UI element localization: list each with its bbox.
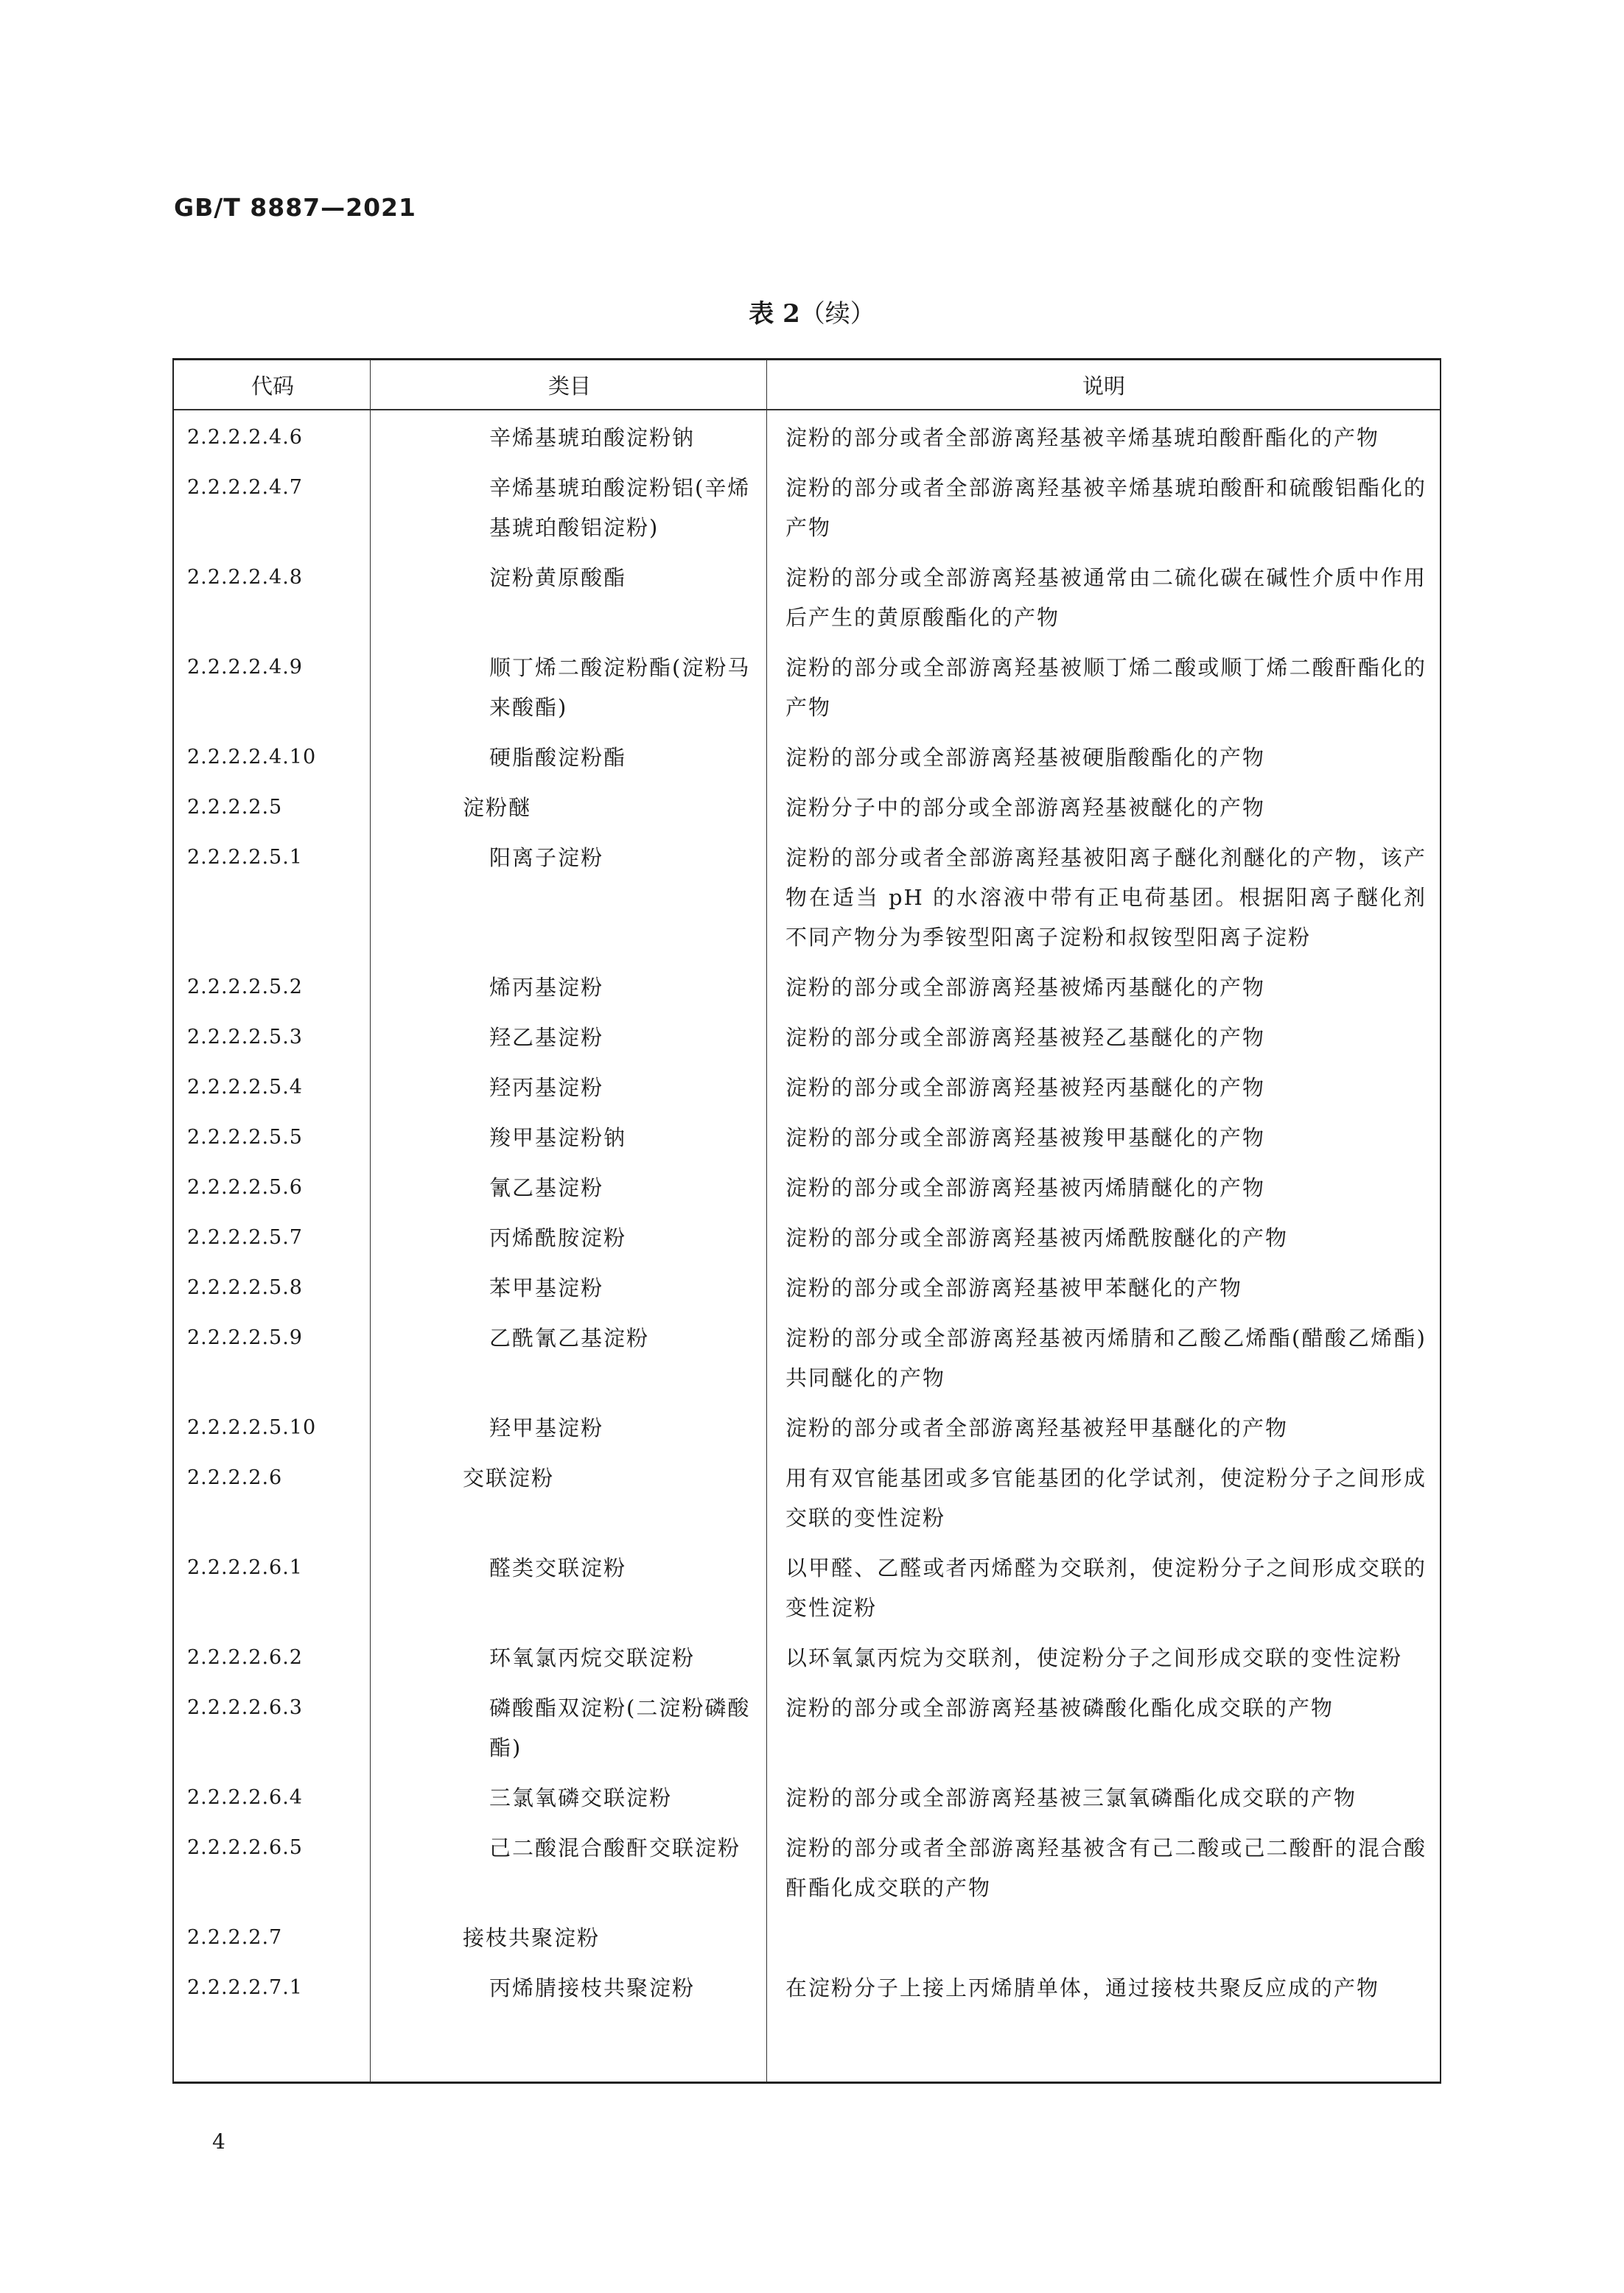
- table-row: [174, 1771, 1440, 1821]
- category-cell: 淀粉黄原酸酯: [489, 565, 627, 590]
- table-grid: [174, 360, 1440, 2011]
- code-cell: 2.2.2.2.5.5: [187, 1126, 303, 1149]
- code-cell: 2.2.2.2.5.10: [187, 1416, 317, 1439]
- description-cell: 淀粉的部分或全部游离羟基被羟丙基醚化的产物: [785, 1075, 1266, 1100]
- table-body: [174, 410, 1440, 2011]
- code-cell: 2.2.2.2.5.7: [187, 1226, 303, 1249]
- code-cell: 2.2.2.2.5.3: [187, 1026, 303, 1049]
- code-cell: 2.2.2.2.5.1: [187, 846, 303, 869]
- table-row: [174, 640, 1440, 730]
- code-cell: 2.2.2.2.7: [187, 1926, 283, 1949]
- category-cell: 环氧氯丙烷交联淀粉: [489, 1645, 696, 1670]
- description-cell: 淀粉的部分或全部游离羟基被烯丙基醚化的产物: [785, 975, 1266, 1000]
- table-row: [174, 1541, 1440, 1631]
- code-cell: 2.2.2.2.7.1: [187, 1976, 303, 1999]
- category-cell: 磷酸酯双淀粉(二淀粉磷酸酯): [489, 1695, 751, 1760]
- category-cell: 交联淀粉: [463, 1466, 555, 1491]
- table-row: [174, 461, 1440, 550]
- description-cell: 淀粉的部分或全部游离羟基被三氯氧磷酯化成交联的产物: [785, 1785, 1357, 1810]
- table-row: [174, 1060, 1440, 1110]
- category-cell: 接枝共聚淀粉: [463, 1925, 601, 1950]
- description-cell: 淀粉的部分或者全部游离羟基被阳离子醚化剂醚化的产物，该产物在适当 pH 的水溶液中带有正电荷基团。根据阳离子醚化剂不同产物分为季铵型阳离子淀粉和叔铵型阳离子淀粉: [785, 845, 1427, 950]
- description-cell: 淀粉的部分或全部游离羟基被丙烯腈醚化的产物: [785, 1175, 1266, 1200]
- table-row: [174, 550, 1440, 640]
- code-cell: 2.2.2.2.5.8: [187, 1276, 303, 1299]
- code-cell: 2.2.2.2.5.6: [187, 1176, 303, 1199]
- table-row: [174, 1010, 1440, 1060]
- column-divider: [766, 360, 767, 2082]
- table-caption-continued: （续）: [799, 299, 875, 329]
- description-cell: 淀粉的部分或者全部游离羟基被辛烯基琥珀酸酐酯化的产物: [785, 425, 1380, 450]
- category-cell: 三氯氧磷交联淀粉: [489, 1785, 673, 1810]
- description-cell: 淀粉的部分或者全部游离羟基被辛烯基琥珀酸酐和硫酸铝酯化的产物: [785, 475, 1427, 540]
- table-row: [174, 1681, 1440, 1771]
- column-header-category: 类目: [371, 360, 768, 410]
- table-row: [174, 1311, 1440, 1401]
- description-cell: 淀粉的部分或全部游离羟基被通常由二硫化碳在碱性介质中作用后产生的黄原酸酯化的产物: [785, 565, 1427, 630]
- table-row: [174, 1631, 1440, 1681]
- table-row: [174, 730, 1440, 780]
- code-cell: 2.2.2.2.5.9: [187, 1326, 303, 1349]
- description-cell: 淀粉的部分或全部游离羟基被羟乙基醚化的产物: [785, 1025, 1266, 1050]
- category-cell: 羧甲基淀粉钠: [489, 1125, 627, 1150]
- column-header-code: 代码: [174, 360, 371, 410]
- description-cell: 淀粉的部分或全部游离羟基被羧甲基醚化的产物: [785, 1125, 1266, 1150]
- description-cell: 淀粉的部分或者全部游离羟基被含有己二酸或己二酸酐的混合酸酐酯化成交联的产物: [785, 1835, 1427, 1900]
- table-row: [174, 1401, 1440, 1451]
- code-cell: 2.2.2.2.4.10: [187, 746, 317, 769]
- description-cell: 淀粉的部分或全部游离羟基被磷酸化酯化成交联的产物: [785, 1695, 1334, 1720]
- code-cell: 2.2.2.2.6.2: [187, 1646, 303, 1669]
- code-cell: 2.2.2.2.6.3: [187, 1696, 303, 1719]
- category-cell: 乙酰氰乙基淀粉: [489, 1326, 650, 1351]
- category-cell: 己二酸混合酸酐交联淀粉: [489, 1835, 741, 1860]
- description-cell: 淀粉的部分或全部游离羟基被丙烯酰胺醚化的产物: [785, 1225, 1289, 1250]
- category-cell: 辛烯基琥珀酸淀粉铝(辛烯基琥珀酸铝淀粉): [489, 475, 751, 540]
- description-cell: [768, 1911, 1440, 1961]
- code-cell: 2.2.2.2.4.9: [187, 656, 303, 679]
- code-cell: 2.2.2.2.6.4: [187, 1786, 303, 1809]
- description-cell: 以环氧氯丙烷为交联剂，使淀粉分子之间形成交联的变性淀粉: [785, 1645, 1403, 1670]
- code-cell: 2.2.2.2.5: [187, 796, 283, 819]
- code-cell: 2.2.2.2.5.4: [187, 1076, 303, 1099]
- category-cell: 顺丁烯二酸淀粉酯(淀粉马来酸酯): [489, 655, 751, 720]
- table-caption: [0, 293, 1624, 329]
- column-header-description: 说明: [768, 360, 1440, 410]
- code-cell: 2.2.2.2.6.5: [187, 1836, 303, 1859]
- description-cell: 淀粉分子中的部分或全部游离羟基被醚化的产物: [785, 795, 1266, 820]
- description-cell: 淀粉的部分或者全部游离羟基被羟甲基醚化的产物: [785, 1415, 1289, 1440]
- category-cell: 羟乙基淀粉: [489, 1025, 604, 1050]
- code-cell: 2.2.2.2.4.7: [187, 476, 303, 499]
- standard-number: GB/T 8887—2021: [174, 193, 416, 222]
- category-cell: 丙烯酰胺淀粉: [489, 1225, 627, 1250]
- table-row: [174, 1160, 1440, 1211]
- table-row: [174, 1261, 1440, 1311]
- category-cell: 辛烯基琥珀酸淀粉钠: [489, 425, 696, 450]
- description-cell: 淀粉的部分或全部游离羟基被硬脂酸酯化的产物: [785, 745, 1266, 770]
- category-cell: 丙烯腈接枝共聚淀粉: [489, 1975, 696, 2000]
- description-cell: 淀粉的部分或全部游离羟基被顺丁烯二酸或顺丁烯二酸酐酯化的产物: [785, 655, 1427, 720]
- table-caption-title: 表 2: [749, 299, 800, 329]
- code-cell: 2.2.2.2.6.1: [187, 1556, 303, 1579]
- description-cell: 用有双官能基团或多官能基团的化学试剂，使淀粉分子之间形成交联的变性淀粉: [785, 1466, 1427, 1530]
- table-row: [174, 780, 1440, 830]
- table-row: [174, 830, 1440, 960]
- table-row: [174, 1821, 1440, 1911]
- table-header-row: [174, 360, 1440, 410]
- table-row: [174, 1451, 1440, 1541]
- column-divider: [370, 360, 371, 2082]
- classification-table: [172, 358, 1441, 2084]
- category-cell: 氰乙基淀粉: [489, 1175, 604, 1200]
- description-cell: 以甲醛、乙醛或者丙烯醛为交联剂，使淀粉分子之间形成交联的变性淀粉: [785, 1555, 1427, 1620]
- category-cell: 阳离子淀粉: [489, 845, 604, 870]
- category-cell: 醛类交联淀粉: [489, 1555, 627, 1580]
- description-cell: 淀粉的部分或全部游离羟基被甲苯醚化的产物: [785, 1275, 1243, 1300]
- code-cell: 2.2.2.2.4.6: [187, 426, 303, 449]
- table-row: [174, 410, 1440, 461]
- category-cell: 淀粉醚: [463, 795, 532, 820]
- code-cell: 2.2.2.2.6: [187, 1466, 283, 1489]
- code-cell: 2.2.2.2.4.8: [187, 566, 303, 589]
- category-cell: 烯丙基淀粉: [489, 975, 604, 1000]
- page-number: 4: [212, 2129, 225, 2154]
- description-cell: 在淀粉分子上接上丙烯腈单体，通过接枝共聚反应成的产物: [785, 1975, 1380, 2000]
- category-cell: 硬脂酸淀粉酯: [489, 745, 627, 770]
- table-row: [174, 1211, 1440, 1261]
- table-row: [174, 1911, 1440, 1961]
- category-cell: 羟丙基淀粉: [489, 1075, 604, 1100]
- category-cell: 苯甲基淀粉: [489, 1275, 604, 1300]
- table-row: [174, 1110, 1440, 1160]
- table-row: [174, 960, 1440, 1010]
- code-cell: 2.2.2.2.5.2: [187, 976, 303, 998]
- category-cell: 羟甲基淀粉: [489, 1415, 604, 1440]
- table-row: [174, 1961, 1440, 2011]
- description-cell: 淀粉的部分或全部游离羟基被丙烯腈和乙酸乙烯酯(醋酸乙烯酯)共同醚化的产物: [785, 1326, 1427, 1390]
